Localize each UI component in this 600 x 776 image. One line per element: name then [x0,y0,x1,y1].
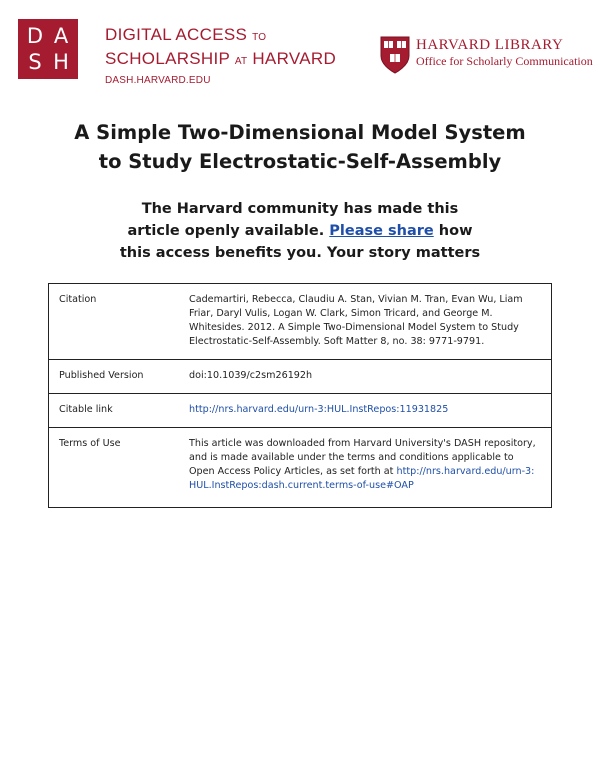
please-share-link[interactable]: Please share [329,223,434,239]
dash-logo [18,19,78,79]
published-version-label: Published Version [49,360,176,394]
table-row [49,360,552,394]
dash-letter-s: S [28,49,42,74]
terms-of-use-link[interactable]: http://nrs.harvard.edu/urn-3:HUL.InstRepos:dash.current.terms-of-use#OAP [189,466,535,491]
terms-of-use-label: Terms of Use [49,428,176,508]
harvard-shield-icon [380,36,410,74]
library-name: HARVARD LIBRARY [416,37,564,53]
dash-line-2: SCHOLARSHIP AT HARVARD [105,49,337,68]
harvard-library-wordmark [416,37,593,68]
dash-url[interactable]: DASH.HARVARD.EDU [105,75,211,86]
article-title [0,118,600,176]
table-row [49,284,552,360]
citable-link[interactable]: http://nrs.harvard.edu/urn-3:HUL.InstRepos:11931825 [189,404,449,415]
notice-line-1: The Harvard community has made this [141,201,459,217]
notice-line-2: article openly available. Please share how [127,223,473,239]
dash-letter-a: A [53,23,69,48]
table-row [49,394,552,428]
dash-letter-d: D [26,23,44,48]
dash-line-1: DIGITAL ACCESS TO [105,25,267,44]
metadata-table [48,283,552,508]
terms-of-use-value: This article was downloaded from Harvard University's DASH repository, and is made available under the terms and conditions applicable to Open Access Policy Articles, as set forth at http://nrs.harvard.edu/urn-3:HUL.InstRepos:dash.current.terms-of-use#OAP [175,428,552,508]
citation-label: Citation [49,284,176,360]
open-access-notice [0,198,600,264]
published-version-value: doi:10.1039/c2sm26192h [175,360,552,394]
citation-value: Cademartiri, Rebecca, Claudiu A. Stan, Vivian M. Tran, Evan Wu, Liam Friar, Daryl Vulis, Logan W. Clark, Simon Tricard, and George M. Whitesides. 2012. A Simple Two-Dimensional Model System to Study Electrostatic-Self-Assembly. Soft Matter 8, no. 38: 9771-9791. [175,284,552,360]
citable-link-label: Citable link [49,394,176,428]
title-line-1: A Simple Two-Dimensional Model System [74,121,526,144]
dash-wordmark [105,24,336,86]
table-row [49,428,552,508]
notice-line-3: this access benefits you. Your story matters [119,245,481,261]
title-line-2: to Study Electrostatic-Self-Assembly [98,150,502,173]
library-subtitle: Office for Scholarly Communication [416,54,593,68]
dash-letter-h: H [53,49,69,74]
